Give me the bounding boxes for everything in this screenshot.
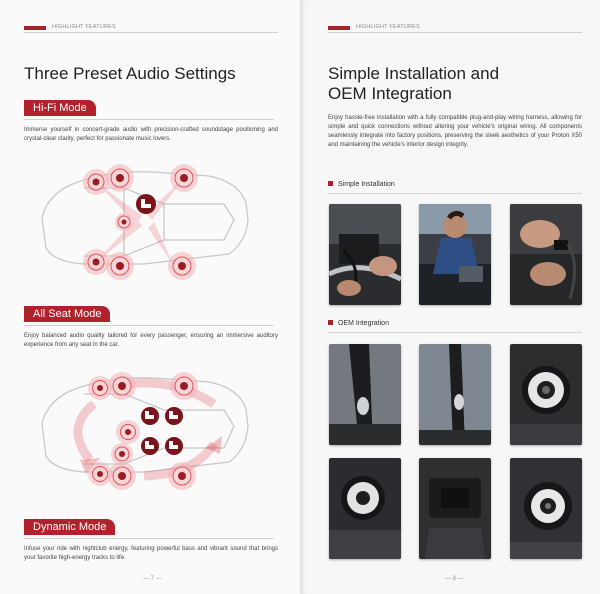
section-rule	[328, 332, 582, 333]
seat-icon	[136, 194, 156, 214]
speaker-icon	[168, 252, 196, 280]
section-header	[24, 24, 278, 34]
section-label: Simple Installation	[338, 181, 395, 188]
photo-subwoofer-compartment	[419, 458, 491, 559]
car-outline	[42, 172, 248, 264]
speaker-group	[83, 164, 198, 280]
speaker-icon	[108, 462, 136, 490]
section-heading-simple-installation	[328, 181, 395, 188]
speaker-icon	[111, 443, 133, 465]
photo-a-pillar-tweeter-right	[419, 344, 491, 445]
photo-speaker-close-up	[510, 458, 582, 559]
page-number: — 7 —	[143, 576, 162, 582]
page-title	[328, 64, 499, 104]
section-header	[328, 24, 582, 34]
all-seat-mode-badge: All Seat Mode	[24, 306, 110, 322]
seat-icon	[165, 437, 183, 455]
all-seat-car-diagram	[24, 364, 276, 500]
photo-technician-door	[419, 204, 491, 305]
photo-rear-speaker-mount	[329, 458, 401, 559]
section-rule	[328, 193, 582, 194]
seat-icon	[141, 437, 159, 455]
speaker-icon	[168, 462, 196, 490]
speaker-icon	[83, 169, 109, 195]
section-square-icon	[328, 320, 333, 325]
header-accent-bar	[328, 26, 350, 30]
photo-a-pillar-tweeter-left	[329, 344, 401, 445]
intro-paragraph: Enjoy hassle-free installation with a fully compatible plug-and-play wiring harness, allowing for simple and quick connections without altering your vehicle's original wiring. All components seamlessly integrate into factory positions, preserving the sleek aesthetics of your Proton X50 and maintaining the vehicle's interior design integrity.	[328, 115, 582, 148]
section-heading-oem-integration	[328, 320, 389, 327]
title-line-2: OEM Integration	[328, 84, 452, 103]
hifi-car-diagram	[24, 158, 276, 293]
photo-door-speaker	[510, 344, 582, 445]
seat-icon	[141, 407, 159, 425]
hifi-mode-badge: Hi-Fi Mode	[24, 100, 96, 116]
dynamic-mode-badge: Dynamic Mode	[24, 519, 115, 535]
all-seat-mode-description: Enjoy balanced audio quality tailored for every passenger, ensuring an immersive auditory experience from any seat in the car.	[24, 333, 278, 348]
header-rule	[24, 32, 278, 33]
seat-icons	[141, 407, 183, 455]
car-outline	[42, 378, 248, 472]
page-number: — 8 —	[445, 576, 464, 582]
title-line-1: Simple Installation and	[328, 64, 500, 83]
speaker-icon	[170, 372, 198, 400]
section-square-icon	[328, 181, 333, 186]
header-accent-bar	[24, 26, 46, 30]
photo-wiring-harness	[329, 204, 401, 305]
photo-connector-plug	[510, 204, 582, 305]
page-title: Three Preset Audio Settings	[24, 64, 236, 83]
speaker-icon	[170, 164, 198, 192]
dynamic-mode-description: Infuse your ride with nightclub energy, featuring powerful bass and vibrant sound that brings your favorite high-energy tracks to life.	[24, 546, 278, 561]
speaker-icon	[106, 164, 134, 192]
hifi-mode-description: Immerse yourself in concert-grade audio with precision-crafted soundstage positioning and crystal-clear clarity, perfect for passionate music lovers.	[24, 127, 278, 142]
speaker-icon	[108, 372, 136, 400]
speaker-icon	[106, 252, 134, 280]
seat-icon	[165, 407, 183, 425]
section-label: OEM Integration	[338, 320, 389, 327]
speaker-icon	[83, 249, 109, 275]
header-label: HIGHLIGHT FEATURES	[356, 24, 420, 30]
header-label: HIGHLIGHT FEATURES	[52, 24, 116, 30]
header-rule	[328, 32, 582, 33]
speaker-icon	[116, 420, 140, 444]
speaker-icon	[115, 213, 133, 231]
sound-beams	[96, 178, 184, 266]
